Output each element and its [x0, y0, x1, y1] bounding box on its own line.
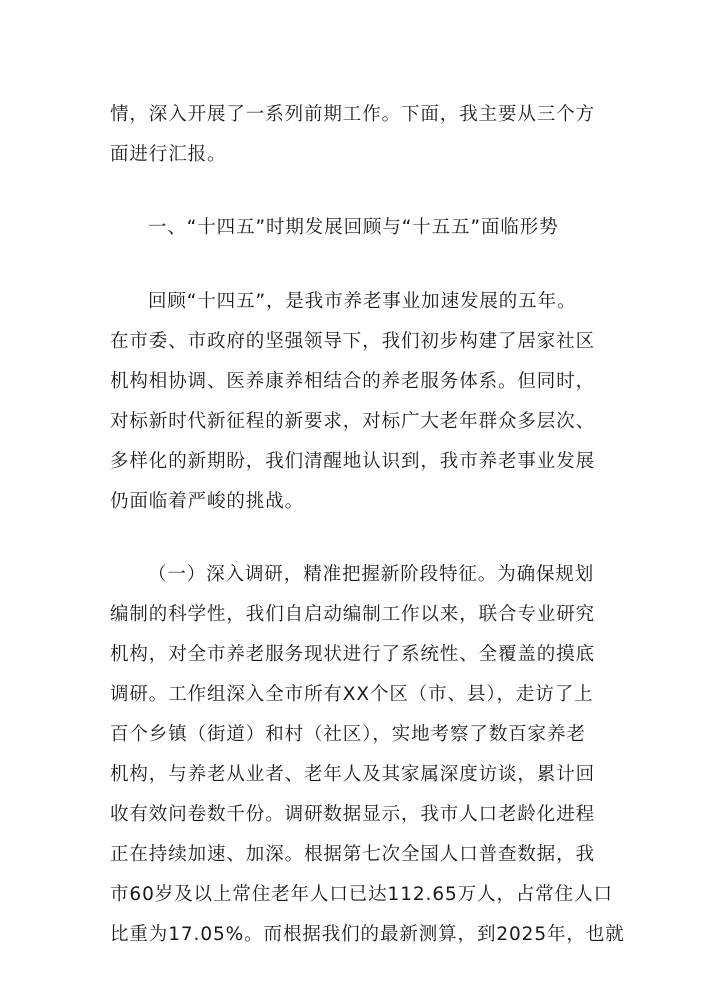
text-line: 调研。工作组深入全市所有XX个区（市、县），走访了上 — [110, 684, 594, 705]
section-heading: 一、“十四五”时期发展回顾与“十五五”面临形势 — [148, 217, 559, 238]
text-line: 情，深入开展了一系列前期工作。下面，我主要从三个方 — [110, 104, 596, 125]
text-line: 机构，对全市养老服务现状进行了系统性、全覆盖的摸底 — [110, 644, 596, 665]
text-line: 市60岁及以上常住老年人口已达112.65万人，占常住人口 — [110, 884, 613, 905]
text-line: 仍面临着严峻的挑战。 — [110, 491, 305, 512]
text-line: 多样化的新期盼，我们清醒地认识到，我市养老事业发展 — [110, 451, 596, 472]
text-line: 机构相协调、医养康养相结合的养老服务体系。但同时， — [110, 371, 596, 392]
text-line: 正在持续加速、加深。根据第七次全国人口普查数据，我 — [110, 844, 596, 865]
text-line: 编制的科学性，我们自启动编制工作以来，联合专业研究 — [110, 604, 596, 625]
text-line: 机构，与养老从业者、老年人及其家属深度访谈，累计回 — [110, 764, 596, 785]
text-line: 收有效问卷数千份。调研数据显示，我市人口老龄化进程 — [110, 804, 596, 825]
text-line: 回顾“十四五”，是我市养老事业加速发展的五年。 — [148, 291, 577, 312]
text-line: 在市委、市政府的坚强领导下，我们初步构建了居家社区 — [110, 331, 596, 352]
text-line: 百个乡镇（街道）和村（社区），实地考察了数百家养老 — [110, 724, 586, 745]
text-line: 比重为17.05%。而根据我们的最新测算，到2025年，也就 — [110, 924, 625, 945]
subsection-heading: （一）深入调研，精准把握新阶段特征。为确保规划 — [148, 564, 595, 585]
text-line: 对标新时代新征程的新要求，对标广大老年群众多层次、 — [110, 411, 596, 432]
text-line: 面进行汇报。 — [110, 144, 227, 165]
